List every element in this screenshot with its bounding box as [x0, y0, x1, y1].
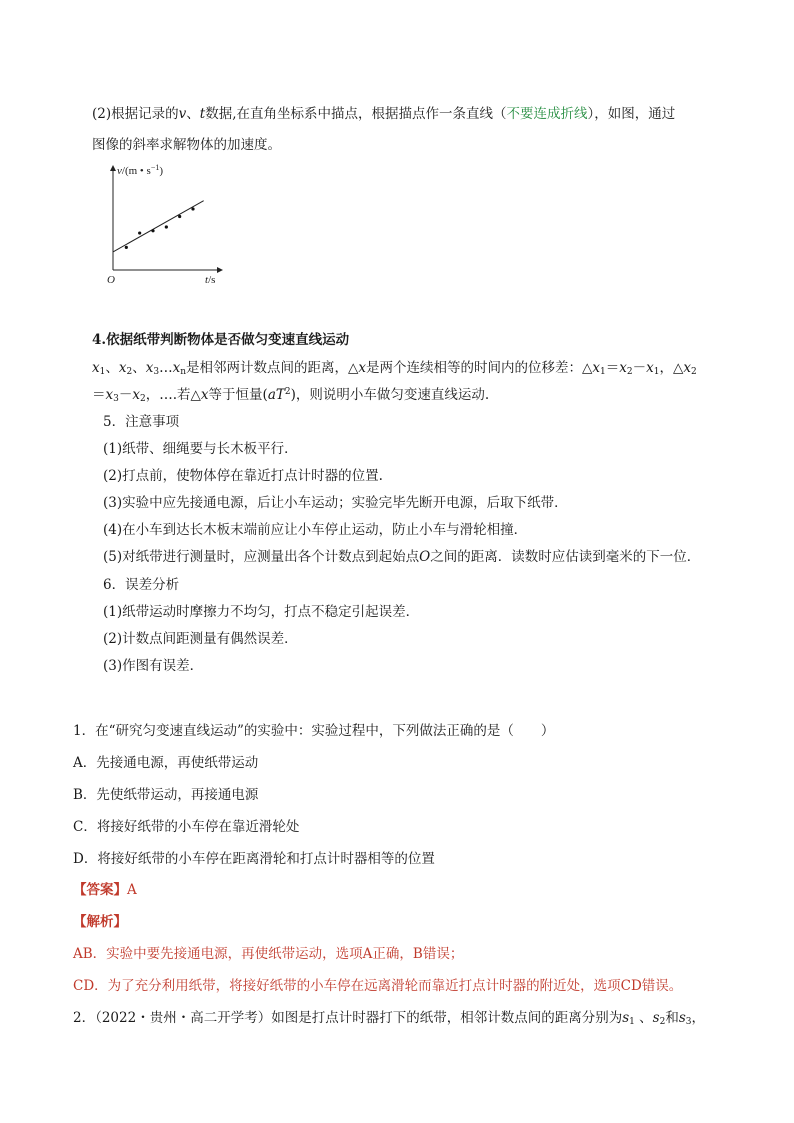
question-1-option-c: C．将接好纸带的小车停在靠近滑轮处 — [73, 819, 300, 835]
data-point-2 — [138, 231, 141, 234]
data-point-4 — [165, 225, 168, 228]
v-t-graph — [100, 162, 230, 287]
note-item-3: (3)实验中应先接通电源，后让小车运动；实验完毕先断开电源，后取下纸带． — [103, 495, 568, 511]
question-2-stem: 2．（2022・贵州・高二开学考）如图是打点计时器打下的纸带，相邻计数点间的距离分别为$s_1$ 、$s_2$和$s_3$， — [73, 1010, 706, 1027]
graph-intro-line-2: 图像的斜率求解物体的加速度。 — [92, 137, 281, 153]
data-points — [125, 207, 195, 249]
variable-t: t — [199, 106, 206, 122]
error-item-3: (3)作图有误差． — [103, 658, 204, 674]
question-1-option-d: D．将接好纸带的小车停在距离滑轮和打点计时器相等的位置 — [73, 851, 435, 867]
note-item-1: (1)纸带、细绳要与长木板平行． — [103, 441, 298, 457]
variable-v: v — [178, 106, 187, 122]
note-item-2: (2)打点前，使物体停在靠近打点计时器的位置. — [103, 468, 383, 484]
data-point-1 — [125, 246, 128, 249]
note-item-4: (4)在小车到达长木板末端前应让小车停止运动，防止小车与滑轮相撞． — [103, 522, 528, 538]
question-1-option-b: B．先使纸带运动，再接通电源 — [73, 787, 259, 803]
question-1-answer: 【答案】A — [73, 882, 137, 898]
fit-line — [113, 201, 204, 252]
x-axis-label: t/s — [205, 274, 216, 286]
section-4-line-2: $=x_3-x_2$，….若△x等于恒量$(aT^2)$，则说明小车做匀变速直线运动. — [92, 387, 490, 404]
origin-label: O — [107, 274, 115, 286]
y-axis-label: v/(m • $s^{-1}$) — [117, 163, 163, 177]
error-item-1: (1)纸带运动时摩擦力不均匀，打点不稳定引起误差． — [103, 604, 420, 620]
warning-no-polyline: 不要连成折线 — [506, 106, 588, 122]
note-item-5: (5)对纸带进行测量时，应测量出各个计数点到起始点O之间的距离．读数时应估读到毫米的下一位． — [103, 549, 701, 565]
error-item-2: (2)计数点间距测量有偶然误差． — [103, 631, 298, 647]
question-1-stem: 1．在“研究匀变速直线运动”的实验中：实验过程中，下列做法正确的是（ ） — [73, 723, 555, 739]
section-5-title: 5．注意事项 — [103, 414, 180, 430]
question-1-option-a: A．先接通电源，再使纸带运动 — [73, 755, 259, 771]
section-6-title: 6．误差分析 — [103, 577, 180, 593]
question-1-analysis-label: 【解析】 — [73, 914, 127, 930]
question-1-analysis-ab: AB．实验中要先接通电源，再使纸带运动，选项A正确，B错误； — [73, 946, 464, 962]
section-4-title: 4.依据纸带判断物体是否做匀变速直线运动 — [92, 332, 350, 348]
question-1-analysis-cd: CD．为了充分利用纸带，将接好纸带的小车停在远离滑轮而靠近打点计时器的附近处，选项CD错误。 — [73, 978, 683, 994]
data-point-6 — [191, 207, 194, 210]
data-point-5 — [178, 215, 181, 218]
section-4-line-1: $x_1$、$x_2$、$x_3\dots x_n$是相邻两计数点间的距离，△x是两个连续相等的时间内的位移差：$\triangle x_1=x_2-x_1$，$\triangle x_2$ — [92, 360, 697, 377]
graph-intro-line-1: (2)根据记录的v、t数据,在直角坐标系中描点，根据描点作一条直线（不要连成折线），如图，通过 — [92, 106, 676, 122]
data-point-3 — [151, 229, 154, 232]
